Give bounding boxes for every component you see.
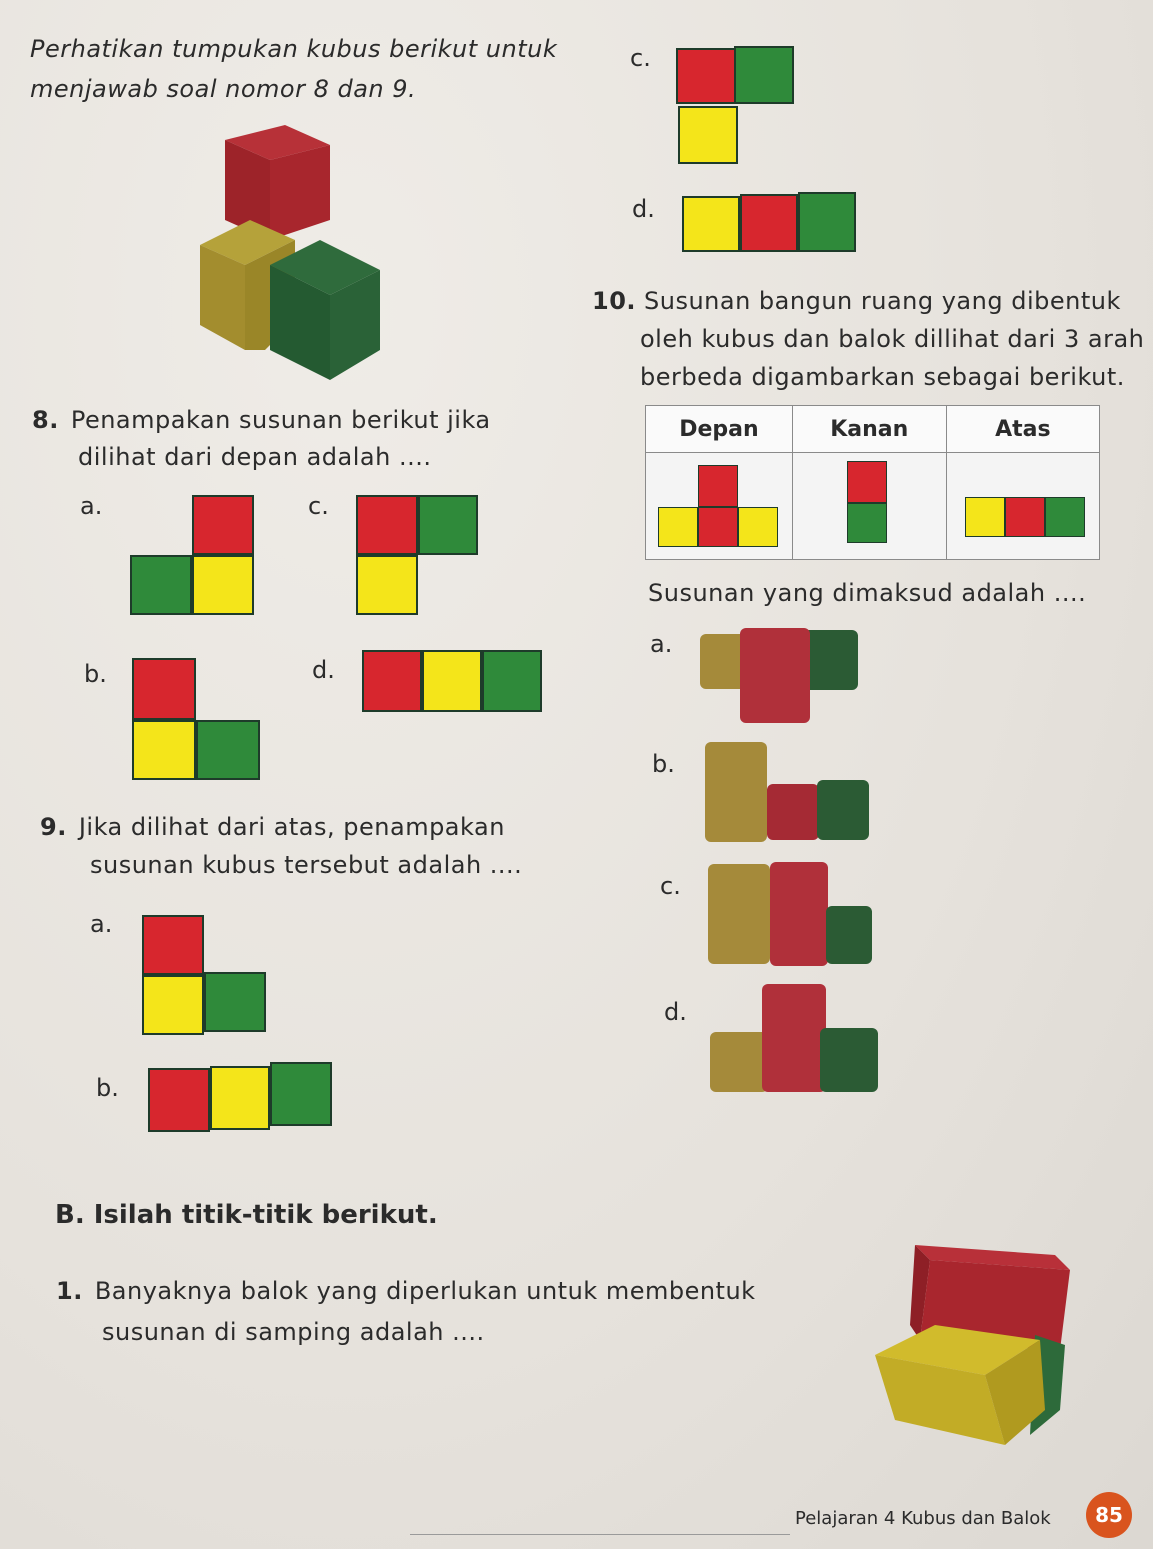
q10-option-a-image[interactable] [700,622,865,727]
square-yellow [682,196,740,252]
square-red [698,507,738,547]
q10-option-a-label[interactable]: a. [650,630,673,658]
q8-option-b-label[interactable]: b. [84,660,107,688]
q8-text-1: Penampakan susunan berikut jika [70,406,491,434]
q10-option-c-label[interactable]: c. [660,872,681,900]
footer-rule [410,1534,790,1535]
intro-line-2: menjawab soal nomor 8 dan 9. [30,75,417,103]
square-green [270,1062,332,1126]
q9-line-2: susunan kubus tersebut adalah .... [90,851,523,879]
square-green [1045,497,1085,537]
square-green [204,972,266,1032]
q9-option-a-label[interactable]: a. [90,910,113,938]
square-red [847,461,887,503]
square-green [798,192,856,252]
q10-text-1: Susunan bangun ruang yang dibentuk [644,287,1121,315]
square-yellow [192,555,254,615]
q8-option-a-label[interactable]: a. [80,492,103,520]
q9-option-c-label[interactable]: c. [630,44,651,72]
square-red [676,48,736,104]
q8-line-1 [32,403,491,437]
section-b-heading: B. Isilah titik-titik berikut. [55,1200,438,1230]
balok-stack-photo [875,1235,1075,1460]
square-yellow [210,1066,270,1130]
square-green [196,720,260,780]
square-yellow [356,555,418,615]
q9-text-1: Jika dilihat dari atas, penampakan [78,813,505,841]
views-table [645,405,1100,560]
header-depan: Depan [646,406,793,453]
square-red [362,650,422,712]
square-red [192,495,254,555]
b-q1-text-1: Banyaknya balok yang diperlukan untuk membentuk [94,1277,756,1305]
square-red [132,658,196,720]
q10-option-d-label[interactable]: d. [664,998,687,1026]
header-atas: Atas [946,406,1099,453]
square-yellow [965,497,1005,537]
square-yellow [678,106,738,164]
q10-line-1 [592,284,1121,318]
cell-depan [646,453,793,560]
square-red [356,495,418,555]
q10-question: Susunan yang dimaksud adalah .... [648,579,1087,607]
q9-number: 9. [40,813,67,841]
q10-line-3: berbeda digambarkan sebagai berikut. [640,363,1125,391]
square-green [418,495,478,555]
q9-option-b-label[interactable]: b. [96,1074,119,1102]
square-green [482,650,542,712]
b-q1-line-1 [56,1274,756,1308]
cell-atas [946,453,1099,560]
b-q1-number: 1. [56,1277,83,1305]
q8-line-2: dilihat dari depan adalah .... [78,443,432,471]
cube-stack-photo [190,120,400,390]
q10-option-d-image[interactable] [710,982,880,1094]
square-yellow [142,975,204,1035]
q10-option-b-image[interactable] [705,742,870,844]
q10-option-c-image[interactable] [708,862,873,970]
q10-line-2: oleh kubus dan balok dillihat dari 3 arah [640,325,1145,353]
footer-chapter: Pelajaran 4 Kubus dan Balok [795,1508,1051,1529]
q9-option-d-label[interactable]: d. [632,195,655,223]
square-yellow [738,507,778,547]
q8-option-c-label[interactable]: c. [308,492,329,520]
q10-option-b-label[interactable]: b. [652,750,675,778]
square-yellow [422,650,482,712]
cell-kanan [792,453,946,560]
q9-line-1 [40,810,505,844]
square-yellow [132,720,196,780]
q10-number: 10. [592,287,637,315]
square-red [740,194,798,252]
b-q1-line-2: susunan di samping adalah .... [102,1318,485,1346]
square-green [847,503,887,543]
header-kanan: Kanan [792,406,946,453]
square-yellow [658,507,698,547]
square-red [1005,497,1045,537]
q8-number: 8. [32,406,59,434]
square-red [698,465,738,507]
q8-option-d-label[interactable]: d. [312,656,335,684]
page-number-badge: 85 [1086,1492,1132,1538]
square-red [142,915,204,975]
intro-line-1: Perhatikan tumpukan kubus berikut untuk [30,35,558,63]
square-green [130,555,192,615]
square-red [148,1068,210,1132]
square-green [734,46,794,104]
